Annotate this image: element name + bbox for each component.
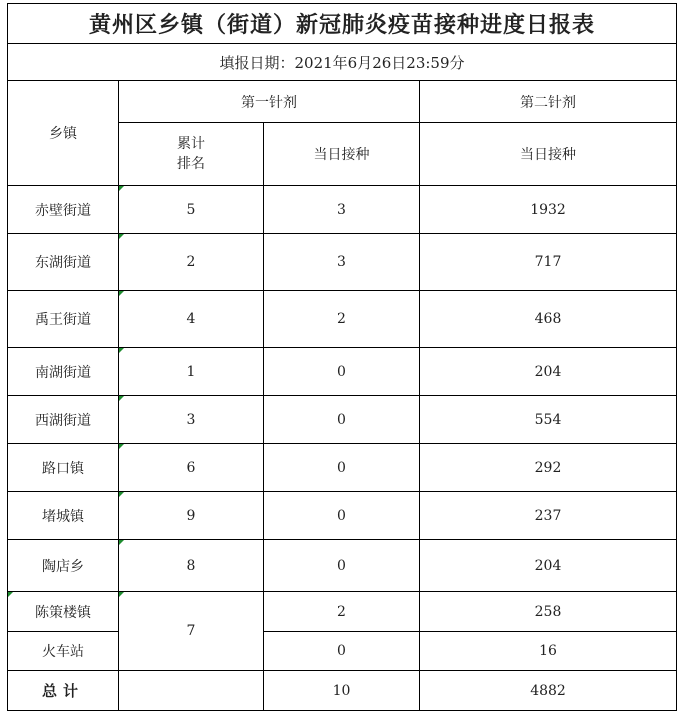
second-dose-daily[interactable]: 1932 <box>420 186 677 234</box>
first-dose-daily[interactable]: 0 <box>264 348 420 396</box>
second-dose-daily[interactable]: 237 <box>420 492 677 540</box>
cell-marker-icon <box>119 540 124 545</box>
township-name-text: 陈策楼镇 <box>35 604 91 621</box>
township-name[interactable]: 陶店乡 <box>8 540 119 592</box>
township-name[interactable]: 路口镇 <box>8 444 119 492</box>
township-name[interactable]: 堵城镇 <box>8 492 119 540</box>
cell-marker-icon <box>119 348 124 353</box>
header-first-dose[interactable]: 第一针剂 <box>119 81 420 123</box>
first-dose-daily[interactable]: 0 <box>264 632 420 671</box>
township-name[interactable] <box>8 592 119 632</box>
rank-value: 6 <box>186 459 196 476</box>
table-row <box>8 540 677 592</box>
cell-marker-icon <box>119 396 124 401</box>
total-row <box>8 671 677 711</box>
rank-value: 1 <box>186 363 196 380</box>
report-date[interactable]: 填报日期：2021年6月26日23:59分 <box>8 44 677 81</box>
rank-cell[interactable] <box>119 444 264 492</box>
first-dose-daily[interactable]: 2 <box>264 291 420 348</box>
table-row <box>8 291 677 348</box>
cell-marker-icon <box>119 492 124 497</box>
header-first-daily[interactable]: 当日接种 <box>264 123 420 186</box>
table-row <box>8 632 677 671</box>
total-rank-empty[interactable] <box>119 671 264 711</box>
table-row <box>8 348 677 396</box>
rank-cell[interactable] <box>119 492 264 540</box>
township-name[interactable]: 赤壁街道 <box>8 186 119 234</box>
second-dose-daily[interactable]: 16 <box>420 632 677 671</box>
rank-value: 7 <box>186 623 196 639</box>
header-rank-line2: 排名 <box>177 156 205 172</box>
cell-marker-icon <box>119 592 124 597</box>
rank-value: 9 <box>186 507 196 524</box>
cell-marker-icon <box>8 592 13 597</box>
second-dose-daily[interactable]: 204 <box>420 348 677 396</box>
cell-marker-icon <box>119 444 124 449</box>
first-dose-daily[interactable]: 0 <box>264 492 420 540</box>
table-row <box>8 396 677 444</box>
header-cumulative-rank[interactable] <box>119 123 264 186</box>
rank-value: 8 <box>186 557 196 574</box>
table-row <box>8 234 677 291</box>
second-dose-daily[interactable]: 204 <box>420 540 677 592</box>
township-name[interactable]: 南湖街道 <box>8 348 119 396</box>
cell-marker-icon <box>119 291 124 296</box>
header-township[interactable]: 乡镇 <box>8 81 119 186</box>
cell-marker-icon <box>119 234 124 239</box>
total-second-dose[interactable]: 4882 <box>420 671 677 711</box>
rank-cell[interactable] <box>119 234 264 291</box>
header-rank-line1: 累计 <box>177 136 205 152</box>
first-dose-daily[interactable]: 2 <box>264 592 420 632</box>
rank-cell[interactable] <box>119 396 264 444</box>
report-title[interactable]: 黄州区乡镇（街道）新冠肺炎疫苗接种进度日报表 <box>8 4 677 44</box>
table-row <box>8 592 677 632</box>
first-dose-daily[interactable]: 0 <box>264 444 420 492</box>
first-dose-daily[interactable]: 0 <box>264 540 420 592</box>
rank-cell[interactable] <box>119 348 264 396</box>
rank-cell[interactable] <box>119 291 264 348</box>
total-first-dose[interactable]: 10 <box>264 671 420 711</box>
second-dose-daily[interactable]: 468 <box>420 291 677 348</box>
total-label[interactable]: 总计 <box>8 671 119 711</box>
second-dose-daily[interactable]: 554 <box>420 396 677 444</box>
table-row <box>8 186 677 234</box>
table-row <box>8 444 677 492</box>
rank-cell-merged[interactable] <box>119 592 264 671</box>
rank-cell[interactable] <box>119 186 264 234</box>
township-name[interactable]: 西湖街道 <box>8 396 119 444</box>
rank-cell[interactable] <box>119 540 264 592</box>
township-name[interactable]: 东湖街道 <box>8 234 119 291</box>
header-second-dose[interactable]: 第二针剂 <box>420 81 677 123</box>
header-second-daily[interactable]: 当日接种 <box>420 123 677 186</box>
first-dose-daily[interactable]: 0 <box>264 396 420 444</box>
rank-value: 3 <box>186 411 196 428</box>
second-dose-daily[interactable]: 717 <box>420 234 677 291</box>
first-dose-daily[interactable]: 3 <box>264 186 420 234</box>
first-dose-daily[interactable]: 3 <box>264 234 420 291</box>
township-name[interactable]: 火车站 <box>8 632 119 671</box>
rank-value: 2 <box>186 254 196 270</box>
township-name[interactable]: 禹王街道 <box>8 291 119 348</box>
cell-marker-icon <box>119 186 124 191</box>
table-row <box>8 492 677 540</box>
second-dose-daily[interactable]: 292 <box>420 444 677 492</box>
rank-value: 4 <box>186 311 196 327</box>
vaccination-report-table <box>7 3 677 711</box>
rank-value: 5 <box>186 201 196 218</box>
second-dose-daily[interactable]: 258 <box>420 592 677 632</box>
